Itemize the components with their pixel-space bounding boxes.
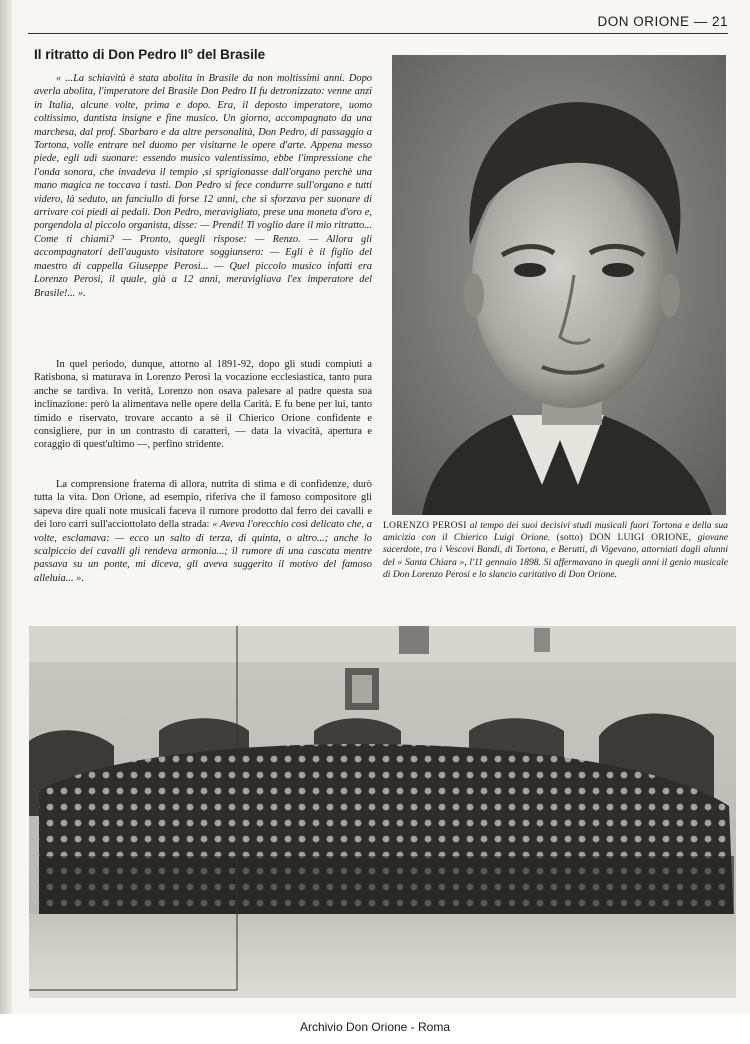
group-photo-santa-chiara [29, 626, 736, 998]
body-text: La comprensione fraterna di allora, nutrita di stima e di confidenze, durò tutta la vita. Don Orione, ad esempio, riferiva che il famoso compositore gli sapeva dire quali note musicali faceva il rumore prodotto dal ferro dei cavalli e dei loro carri sull'acciottolato della strada: [34, 479, 372, 531]
body-paragraph: In quel periodo, dunque, attorno al 1891-92, dopo gli studi compiuti a Ratisbona, si maturava in Lorenzo Perosi la vocazione ecclesiastica, tanto pura anche se tardiva. In verità, Lorenzo non osava palesare al padre questa sua inclinazione: però la alimentava nelle opere della Carità. E fu bene per lui, tanto timido e riservato, trovare accanto a sè il Chierico Orione confidente e consigliere, pur in un contrasto di caratteri, — data la vivacità, apertura e coraggio di quest'ultimo —, perfino stridente. [34, 359, 372, 451]
article-quote [34, 72, 372, 300]
portrait-caption [383, 520, 728, 581]
group-caption-text: giovane sacerdote, tra i Vescovi Bandi, di Tortona, e Berutti, di Vigevano, attorniati dagli alunni del « Santa Chiara », l'11 gennaio 1898. Si affermavano in quegli anni il genio musicale di Don Lorenzo Perosi e lo slancio caritativo di Don Orione. [383, 532, 728, 580]
portrait-photo-perosi [392, 55, 726, 515]
header-rule [28, 33, 728, 34]
caption-name: LORENZO PEROSI [383, 520, 467, 531]
page-spine-shadow [0, 0, 12, 1044]
caption-text: al tempo dei suoi decisivi studi musicali fuori Tortona e della sua amicizia con il Chierico Luigi Orione. [383, 520, 728, 544]
archive-footer: Archivio Don Orione - Roma [299, 1020, 451, 1034]
article-paragraph-3 [34, 478, 372, 585]
orione-quote: « Aveva l'orecchio così delicato che, a volte, esclamava: — ecco un salto di terza, di quinta, o altro...; anche lo scalpiccio dei cavalli gli rendeva armonia...; il rumore di una cascata mentre passava su un ponte, mi diceva, gli aveva suggerito il motivo del famoso alleluia... ». [34, 519, 372, 584]
running-head: DON ORIONE — 21 [597, 14, 728, 29]
article-paragraph-2 [34, 358, 372, 452]
article-title: Il ritratto di Don Pedro II° del Brasile [34, 47, 266, 62]
caption-below-marker: (sotto) [556, 532, 584, 544]
body-paragraph [34, 478, 372, 585]
group-caption-name: DON LUIGI ORIONE, [589, 532, 692, 544]
quote-paragraph: « ...La schiavitù è stata abolita in Brasile da non moltissimi anni. Dopo averla abolita, l'imperatore del Brasile Don Pedro II fu detronizzato: venne anzi in Italia, alcune volte, prima e dopo. Era, il deposto imperatore, uomo coltissimo, dantista insigne e fine musico. Un giorno, accompagnato da una marchesa, dal prof. Sbarbaro e da altre personalità, Don Pedro, di passaggio a Tortona, volle entrare nel duomo per visitarne le opere d'arte. Appena messo piede, egli udì suonare: essendo musico valentissimo, ebbe l'impressione che l'onda sonora, che invadeva il tempio ,si sprigionasse dall'organo perchè una mano magica ne toccava i tasti. Don Pedro si fece condurre sull'organo e tutti videro, là seduto, un fanciullo di forse 12 anni, che si sforzava per suonare di arrivare coi piedi ai pedali. Don Pedro, meravigliato, prese una moneta d'oro e, porgendola al piccolo organista, disse: — Prendi! Ti voglio dare il mio ritratto... Come ti chiami? — Pronto, quegli rispose: — Renzo. — Allora gli accompagnatori dell'augusto visitatore soggiunsero: — Egli è il figlio del maestro di cappella Giuseppe Perosi... — Quel piccolo musico infatti era Lorenzo Perosi, il quale, già a 12 anni, meravigliava l'ex imperatore del Brasile!... ». [34, 73, 372, 299]
